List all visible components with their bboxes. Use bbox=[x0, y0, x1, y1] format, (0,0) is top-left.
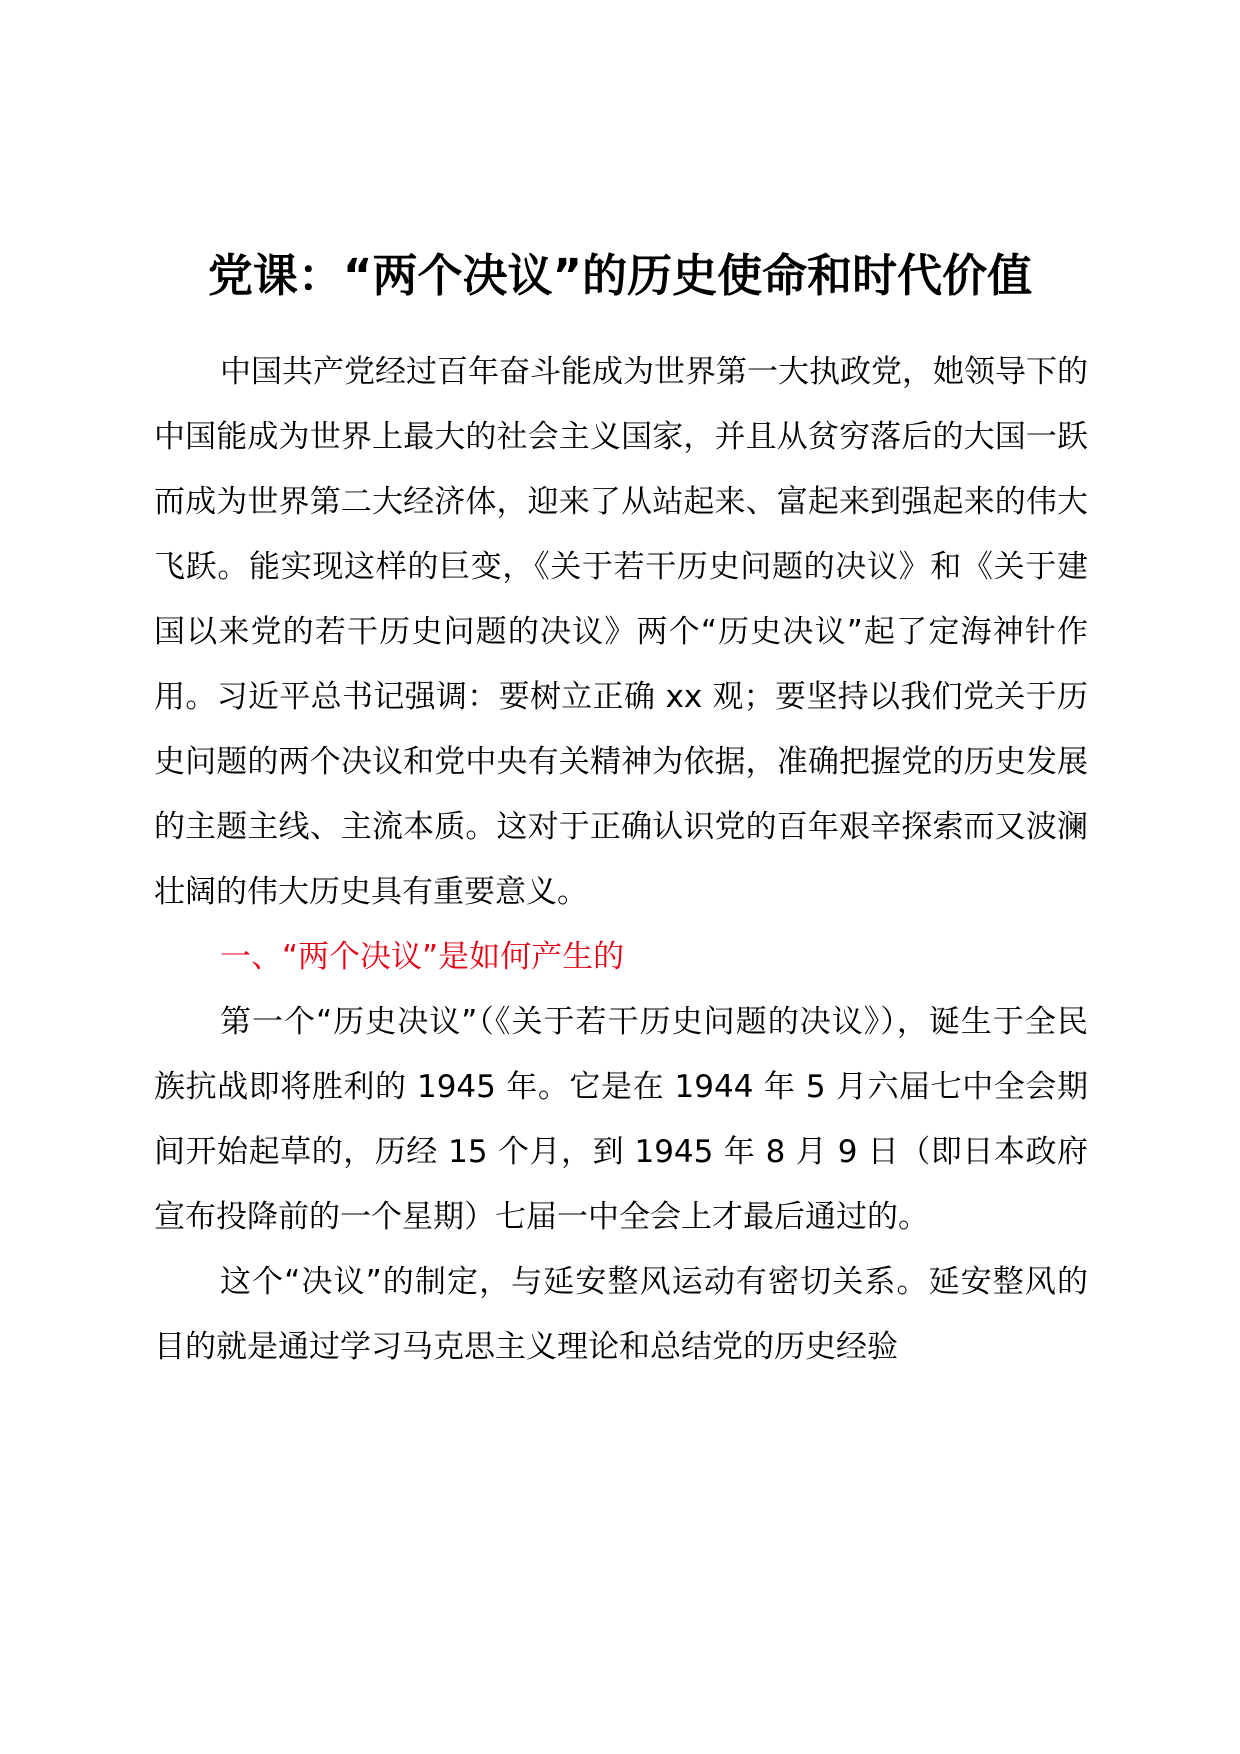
section-paragraph-2: 这个“决议”的制定，与延安整风运动有密切关系。延安整风的目的就是通过学习马克思主义理论和总结党的历史经验 bbox=[154, 1264, 1088, 1365]
section-heading: 一、“两个决议”是如何产生的 bbox=[220, 939, 625, 975]
document-body bbox=[154, 340, 1088, 1380]
document-title: 党课：“两个决议”的历史使命和时代价值 bbox=[207, 249, 1033, 302]
intro-paragraph: 中国共产党经过百年奋斗能成为世界第一大执政党，她领导下的中国能成为世界上最大的社会主义国家，并且从贫穷落后的大国一跃而成为世界第二大经济体，迎来了从站起来、富起来到强起来的伟大飞跃。能实现这样的巨变，《关于若干历史问题的决议》和《关于建国以来党的若干历史问题的决议》两个“历史决议”起了定海神针作用。习近平总书记强调：要树立正确 xx 观；要坚持以我们党关于历史问题的两个决议和党中央有关精神为依据，准确把握党的历史发展的主题主线、主流本质。这对于正确认识党的百年艰辛探索而又波澜壮阔的伟大历史具有重要意义。 bbox=[154, 354, 1088, 910]
section-paragraph-1: 第一个“历史决议”（《关于若干历史问题的决议》），诞生于全民族抗战即将胜利的 1945 年。它是在 1944 年 5 月六届七中全会期间开始起草的，历经 15 个月，到 1945 年 8 月 9 日（即日本政府宣布投降前的一个星期）七届一中全会上才最后通过的。 bbox=[154, 1004, 1088, 1235]
